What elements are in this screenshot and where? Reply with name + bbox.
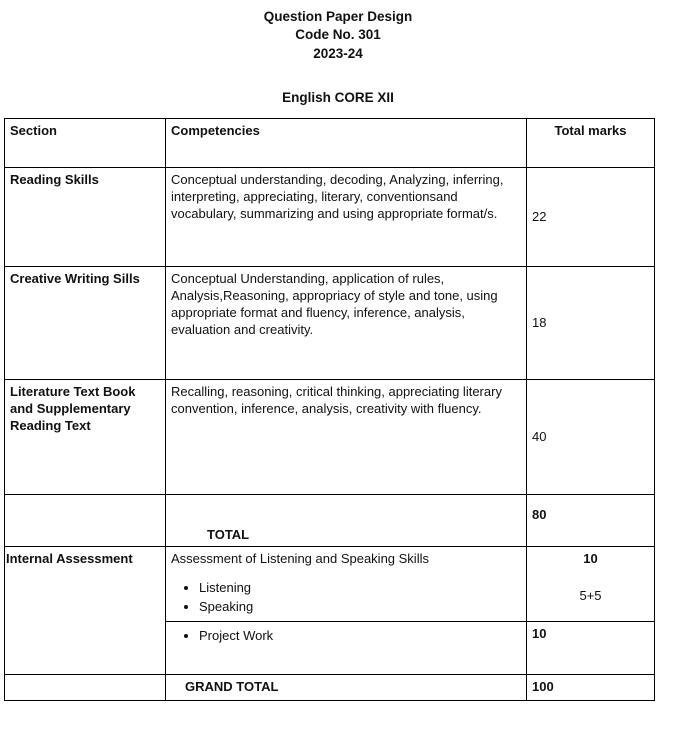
- assessment-items-list: [171, 579, 521, 615]
- grand-total-row: [5, 674, 655, 700]
- table-header-row: [5, 119, 655, 168]
- competencies-cell: Recalling, reasoning, critical thinking, appreciating literary convention, inference, analysis, creativity with fluency.: [166, 380, 527, 495]
- assessment-marks-cell: [527, 547, 655, 621]
- marks-cell: 22: [527, 168, 655, 267]
- column-header-section: Section: [5, 119, 166, 168]
- grand-total-marks-cell: 100: [527, 674, 655, 700]
- table-row: [5, 380, 655, 495]
- marks-cell: 40: [527, 380, 655, 495]
- list-item: • Listening: [199, 579, 521, 596]
- assessment-cell: [166, 547, 527, 621]
- empty-cell: [5, 674, 166, 700]
- section-name: Literature Text Book and Supplementary Reading Text: [10, 384, 136, 434]
- assessment-marks: 10: [583, 551, 598, 567]
- empty-cell: [5, 495, 166, 547]
- academic-year: 2023-24: [313, 46, 363, 61]
- question-paper-table: [4, 118, 655, 701]
- section-cell: [5, 168, 166, 267]
- competencies-cell: Conceptual Understanding, application of rules, Analysis,Reasoning, appropriacy of style and tone, using appropriate format and fluency, inference, analysis, evaluation and creativity.: [166, 267, 527, 380]
- marks-cell: 18: [527, 267, 655, 380]
- total-row: [5, 495, 655, 547]
- table-row: [5, 168, 655, 267]
- section-name: Reading Skills: [10, 172, 99, 187]
- total-label: TOTAL: [207, 527, 250, 542]
- total-label-cell: [166, 495, 527, 547]
- table-row: [5, 267, 655, 380]
- section-name: Creative Writing Sills: [10, 271, 140, 286]
- project-cell: [166, 621, 527, 674]
- section-cell: [5, 380, 166, 495]
- project-marks-cell: 10: [527, 621, 655, 674]
- section-cell: [5, 547, 166, 674]
- internal-assessment-row: [5, 547, 655, 621]
- grand-total-label: GRAND TOTAL: [185, 678, 279, 694]
- total-marks-cell: [527, 495, 655, 547]
- column-header-total-marks: Total marks: [527, 119, 655, 168]
- list-item: • Project Work: [199, 627, 521, 644]
- items-marks: 5+5: [579, 588, 602, 604]
- competencies-cell: Conceptual understanding, decoding, Analyzing, inferring, interpreting, appreciating, literary, conventionsand vocabulary, summarizing and using appropriate format/s.: [166, 168, 527, 267]
- section-cell: [5, 267, 166, 380]
- total-marks: 80: [532, 507, 547, 522]
- column-header-competencies: Competencies: [166, 119, 527, 168]
- list-item: • Speaking: [199, 598, 521, 615]
- grand-total-label-cell: [166, 674, 527, 700]
- document-title: Question Paper Design: [263, 9, 413, 24]
- assessment-title: Assessment of Listening and Speaking Skills: [171, 551, 429, 567]
- section-name: Internal Assessment: [6, 551, 133, 567]
- code-number: Code No. 301: [295, 27, 381, 42]
- subject-title: English CORE XII: [282, 90, 394, 105]
- project-list: [171, 627, 521, 644]
